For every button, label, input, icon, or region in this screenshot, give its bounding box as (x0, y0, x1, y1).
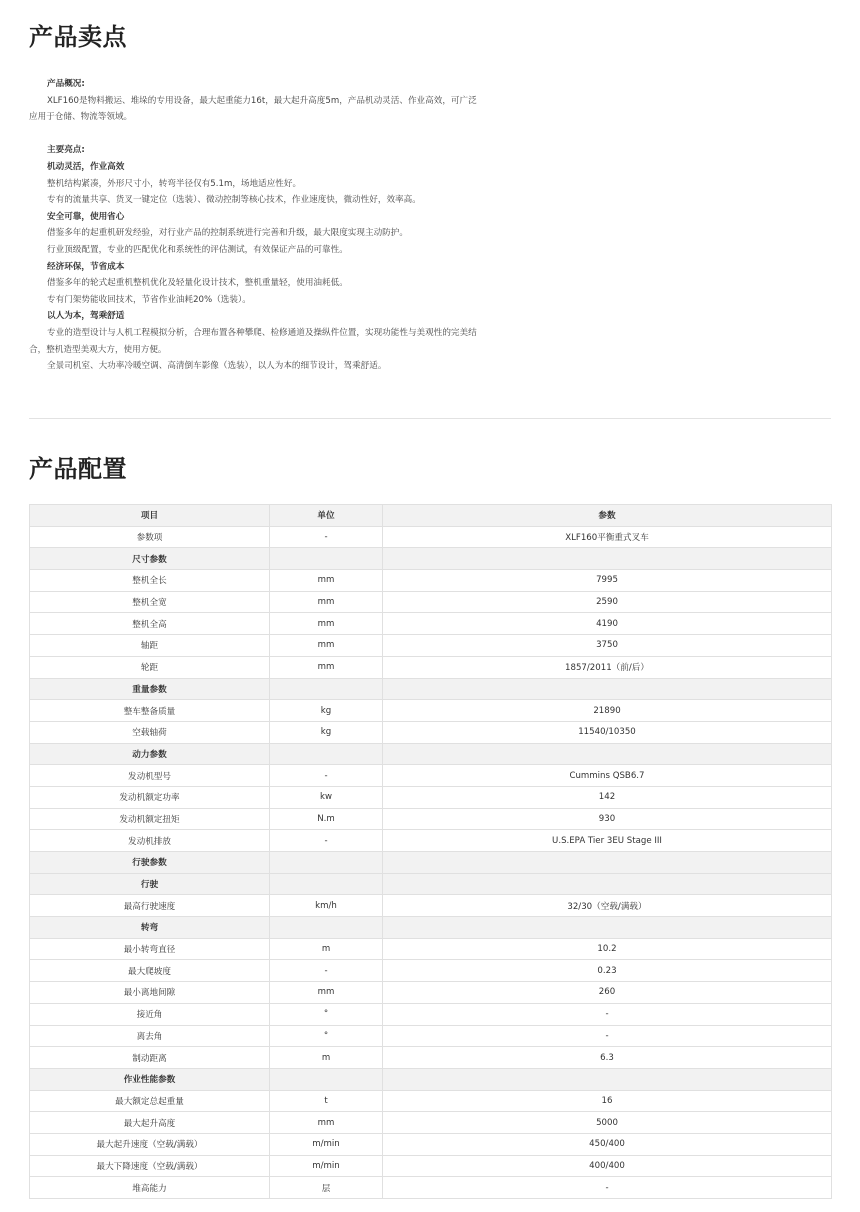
cell-item: 最大起升速度（空载/满载） (30, 1133, 270, 1155)
cell-param: Cummins QSB6.7 (383, 765, 832, 787)
cell-param: 400/400 (383, 1155, 832, 1177)
cell-unit: km/h (270, 895, 383, 917)
cell-param: 2590 (383, 591, 832, 613)
cell-unit: ° (270, 1025, 383, 1047)
cell-param: 32/30（空载/满载） (383, 895, 832, 917)
cell-unit: mm (270, 635, 383, 657)
cell-unit: kw (270, 786, 383, 808)
cell-unit: m/min (270, 1133, 383, 1155)
table-row (30, 786, 832, 808)
cell-item: 离去角 (30, 1025, 270, 1047)
cell-param: 11540/10350 (383, 721, 832, 743)
table-row (30, 526, 832, 548)
highlight-text: 借鉴多年的轮式起重机整机优化及轻量化设计技术，整机重量轻，使用油耗低。 (47, 278, 348, 289)
table-row (30, 656, 832, 678)
cell-unit: - (270, 830, 383, 852)
cell-param: XLF160平衡重式叉车 (383, 526, 832, 548)
cell-item: 动力参数 (30, 743, 270, 765)
cell-unit: N.m (270, 808, 383, 830)
cell-unit (270, 1068, 383, 1090)
table-group-row (30, 548, 832, 570)
highlight-text: 专有的流量共享、货叉一键定位（选装）、微动控制等核心技术，作业速度快，微动性好，效率高。 (47, 195, 421, 206)
table-row (30, 635, 832, 657)
table-row (30, 1133, 832, 1155)
cell-param: - (383, 1003, 832, 1025)
cell-item: 重量参数 (30, 678, 270, 700)
cell-unit: t (270, 1090, 383, 1112)
cell-unit: mm (270, 982, 383, 1004)
table-row (30, 1112, 832, 1134)
highlight-text: 行业顶级配置，专业的匹配优化和系统性的评估测试，有效保证产品的可靠性。 (47, 244, 348, 255)
cell-unit: mm (270, 591, 383, 613)
cell-unit: ° (270, 1003, 383, 1025)
cell-item: 发动机额定功率 (30, 786, 270, 808)
cell-item: 最高行驶速度 (30, 895, 270, 917)
cell-param: 142 (383, 786, 832, 808)
table-group-row (30, 678, 832, 700)
table-row (30, 1177, 832, 1199)
highlight-text: 全景司机室、大功率冷暖空调、高清倒车影像（选装），以人为本的细节设计，驾乘舒适。 (47, 361, 387, 372)
table-row (30, 1025, 832, 1047)
config-title: 产品配置 (29, 455, 127, 483)
table-row (30, 1155, 832, 1177)
cell-unit: mm (270, 1112, 383, 1134)
selling-points-title: 产品卖点 (29, 23, 127, 51)
table-row (30, 1090, 832, 1112)
cell-item: 发动机额定扭矩 (30, 808, 270, 830)
cell-item: 最大起升高度 (30, 1112, 270, 1134)
cell-param: U.S.EPA Tier 3EU Stage III (383, 830, 832, 852)
cell-param: 7995 (383, 570, 832, 592)
cell-param: 1857/2011（前/后） (383, 656, 832, 678)
cell-item: 尺寸参数 (30, 548, 270, 570)
cell-param (383, 917, 832, 939)
header-unit: 单位 (270, 505, 383, 527)
highlight-title: 经济环保，节省成本 (47, 261, 125, 272)
table-group-row (30, 917, 832, 939)
cell-param (383, 548, 832, 570)
cell-item: 堆高能力 (30, 1177, 270, 1199)
table-row (30, 700, 832, 722)
cell-item: 整机全宽 (30, 591, 270, 613)
cell-param: 21890 (383, 700, 832, 722)
highlight-text: 整机结构紧凑，外形尺寸小，转弯半径仅有5.1m，场地适应性好。 (47, 178, 302, 189)
cell-unit: - (270, 526, 383, 548)
cell-item: 参数项 (30, 526, 270, 548)
cell-unit: - (270, 765, 383, 787)
table-header-row (30, 505, 832, 527)
cell-unit: m/min (270, 1155, 383, 1177)
table-row (30, 1003, 832, 1025)
header-param: 参数 (383, 505, 832, 527)
table-row (30, 721, 832, 743)
cell-param: - (383, 1177, 832, 1199)
cell-param: 3750 (383, 635, 832, 657)
overview-label: 产品概况: (47, 79, 85, 89)
highlight-text: 专有门架势能收回技术，节省作业油耗20%（选装）。 (47, 294, 251, 305)
highlight-text: 专业的造型设计与人机工程模拟分析，合理布置各种攀爬、检修通道及操纵件位置，实现功能性与美观性的完美结 (47, 327, 477, 338)
cell-unit (270, 548, 383, 570)
cell-param: 260 (383, 982, 832, 1004)
cell-item: 最小转弯直径 (30, 938, 270, 960)
table-row (30, 613, 832, 635)
cell-item: 接近角 (30, 1003, 270, 1025)
cell-item: 作业性能参数 (30, 1068, 270, 1090)
cell-param (383, 852, 832, 874)
cell-param: - (383, 1025, 832, 1047)
cell-param: 4190 (383, 613, 832, 635)
section-divider (29, 418, 831, 419)
cell-param (383, 678, 832, 700)
cell-param: 10.2 (383, 938, 832, 960)
cell-item: 最大下降速度（空载/满载） (30, 1155, 270, 1177)
table-group-row (30, 873, 832, 895)
overview-line: 应用于仓储、物流等领域。 (29, 112, 133, 123)
highlights-label: 主要亮点: (47, 145, 85, 156)
table-row (30, 808, 832, 830)
cell-item: 空载轴荷 (30, 721, 270, 743)
highlight-title: 安全可靠，使用省心 (47, 211, 125, 222)
cell-param: 450/400 (383, 1133, 832, 1155)
cell-unit: m (270, 1047, 383, 1069)
table-row (30, 938, 832, 960)
highlight-text: 借鉴多年的起重机研发经验，对行业产品的控制系统进行完善和升级，最大限度实现主动防护。 (47, 228, 408, 239)
highlight-title: 以人为本，驾乘舒适 (47, 311, 125, 322)
cell-item: 转弯 (30, 917, 270, 939)
cell-item: 行驶 (30, 873, 270, 895)
highlight-text: 合，整机造型美观大方，使用方便。 (29, 344, 167, 355)
cell-unit (270, 678, 383, 700)
table-group-row (30, 852, 832, 874)
cell-param: 930 (383, 808, 832, 830)
cell-item: 最小离地间隙 (30, 982, 270, 1004)
cell-param (383, 1068, 832, 1090)
table-row (30, 570, 832, 592)
table-row (30, 591, 832, 613)
table-row (30, 765, 832, 787)
cell-param: 0.23 (383, 960, 832, 982)
table-group-row (30, 1068, 832, 1090)
cell-unit: m (270, 938, 383, 960)
cell-item: 整车整备质量 (30, 700, 270, 722)
cell-unit (270, 873, 383, 895)
cell-item: 轴距 (30, 635, 270, 657)
cell-unit: mm (270, 570, 383, 592)
cell-unit: kg (270, 700, 383, 722)
cell-param: 16 (383, 1090, 832, 1112)
overview-line: XLF160是物料搬运、堆垛的专用设备，最大起重能力16t，最大起升高度5m，产品机动灵活、作业高效，可广泛 (47, 95, 477, 106)
header-item: 项目 (30, 505, 270, 527)
cell-param: 5000 (383, 1112, 832, 1134)
table-row (30, 982, 832, 1004)
table-row (30, 830, 832, 852)
cell-unit (270, 917, 383, 939)
table-row (30, 895, 832, 917)
cell-item: 发动机排放 (30, 830, 270, 852)
cell-unit (270, 743, 383, 765)
table-row (30, 1047, 832, 1069)
cell-unit: kg (270, 721, 383, 743)
cell-item: 轮距 (30, 656, 270, 678)
cell-unit (270, 852, 383, 874)
cell-param (383, 743, 832, 765)
cell-item: 整机全高 (30, 613, 270, 635)
cell-item: 整机全长 (30, 570, 270, 592)
cell-item: 制动距离 (30, 1047, 270, 1069)
cell-item: 最大额定总起重量 (30, 1090, 270, 1112)
cell-unit: 层 (270, 1177, 383, 1199)
table-group-row (30, 743, 832, 765)
cell-param (383, 873, 832, 895)
cell-unit: mm (270, 656, 383, 678)
cell-item: 行驶参数 (30, 852, 270, 874)
cell-unit: - (270, 960, 383, 982)
cell-unit: mm (270, 613, 383, 635)
table-row (30, 960, 832, 982)
cell-param: 6.3 (383, 1047, 832, 1069)
spec-table (29, 504, 832, 1199)
cell-item: 发动机型号 (30, 765, 270, 787)
selling-points-description (29, 76, 519, 375)
highlight-title: 机动灵活，作业高效 (47, 161, 125, 172)
cell-item: 最大爬坡度 (30, 960, 270, 982)
